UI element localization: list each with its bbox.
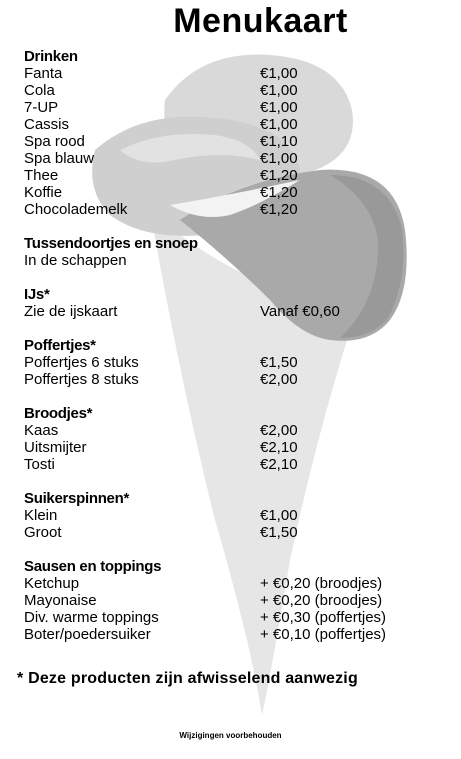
item-name: In de schappen — [24, 252, 127, 269]
menu-item — [24, 609, 444, 626]
menu-item — [24, 150, 444, 167]
item-name: Groot — [24, 524, 62, 541]
item-name: Thee — [24, 167, 59, 184]
item-name: Ketchup — [24, 575, 80, 592]
menu-section — [24, 286, 444, 320]
section-title: Broodjes* — [24, 405, 93, 422]
item-price: + €0,30 (poffertjes) — [260, 609, 387, 626]
availability-footnote: * Deze producten zijn afwisselend aanwezig — [17, 670, 358, 687]
menu-item — [24, 116, 444, 133]
page-title: Menukaart — [173, 2, 348, 40]
menu-item — [24, 371, 444, 388]
item-price: €2,00 — [260, 422, 298, 439]
menu-item — [24, 184, 444, 201]
menu-item — [24, 524, 444, 541]
item-name: Mayonaise — [24, 592, 97, 609]
item-price: + €0,10 (poffertjes) — [260, 626, 387, 643]
item-price: €1,20 — [260, 167, 298, 184]
item-name: Tosti — [24, 456, 55, 473]
menu-item — [24, 133, 444, 150]
item-price: €2,00 — [260, 371, 298, 388]
menu-list — [24, 48, 444, 660]
item-price: €1,00 — [260, 82, 298, 99]
section-title: Tussendoortjes en snoep — [24, 235, 198, 252]
menu-item — [24, 626, 444, 643]
item-name: Chocolademelk — [24, 201, 128, 218]
menu-item — [24, 252, 444, 269]
item-name: Koffie — [24, 184, 63, 201]
item-price: Vanaf €0,60 — [260, 303, 340, 320]
disclaimer: Wijzigingen voorbehouden — [179, 731, 282, 740]
item-name: Div. warme toppings — [24, 609, 159, 626]
section-title: Suikerspinnen* — [24, 490, 129, 507]
item-name: Spa blauw — [24, 150, 95, 167]
item-name: Klein — [24, 507, 58, 524]
section-title: Sausen en toppings — [24, 558, 162, 575]
menu-item — [24, 99, 444, 116]
menu-section — [24, 558, 444, 643]
menu-item — [24, 65, 444, 82]
item-price: €1,00 — [260, 507, 298, 524]
item-price: €1,50 — [260, 354, 298, 371]
item-name: Poffertjes 8 stuks — [24, 371, 139, 388]
section-title: Drinken — [24, 48, 78, 65]
item-price: €1,50 — [260, 524, 298, 541]
menu-item — [24, 592, 444, 609]
menu-item — [24, 456, 444, 473]
menu-item — [24, 303, 444, 320]
item-name: Kaas — [24, 422, 59, 439]
item-price: €1,10 — [260, 133, 298, 150]
item-price: €1,20 — [260, 184, 298, 201]
menu-item — [24, 575, 444, 592]
item-name: Spa rood — [24, 133, 85, 150]
item-name: Cola — [24, 82, 55, 99]
item-name: Poffertjes 6 stuks — [24, 354, 139, 371]
item-name: Fanta — [24, 65, 63, 82]
menu-item — [24, 354, 444, 371]
menu-section — [24, 235, 444, 269]
menu-item — [24, 201, 444, 218]
item-name: Boter/poedersuiker — [24, 626, 151, 643]
item-price: €2,10 — [260, 439, 298, 456]
item-price: €1,00 — [260, 150, 298, 167]
item-name: Uitsmijter — [24, 439, 87, 456]
item-name: Cassis — [24, 116, 70, 133]
section-title: IJs* — [24, 286, 50, 303]
item-price: + €0,20 (broodjes) — [260, 575, 383, 592]
menu-item — [24, 82, 444, 99]
menu-section — [24, 337, 444, 388]
menu-section — [24, 48, 444, 218]
item-price: €1,00 — [260, 99, 298, 116]
item-price: + €0,20 (broodjes) — [260, 592, 383, 609]
menu-section — [24, 405, 444, 473]
item-price: €1,20 — [260, 201, 298, 218]
menu-item — [24, 507, 444, 524]
menu-section — [24, 490, 444, 541]
section-title: Poffertjes* — [24, 337, 96, 354]
item-price: €2,10 — [260, 456, 298, 473]
menu-item — [24, 439, 444, 456]
item-name: 7-UP — [24, 99, 59, 116]
item-price: €1,00 — [260, 116, 298, 133]
item-name: Zie de ijskaart — [24, 303, 118, 320]
item-price: €1,00 — [260, 65, 298, 82]
menu-item — [24, 422, 444, 439]
menu-item — [24, 167, 444, 184]
